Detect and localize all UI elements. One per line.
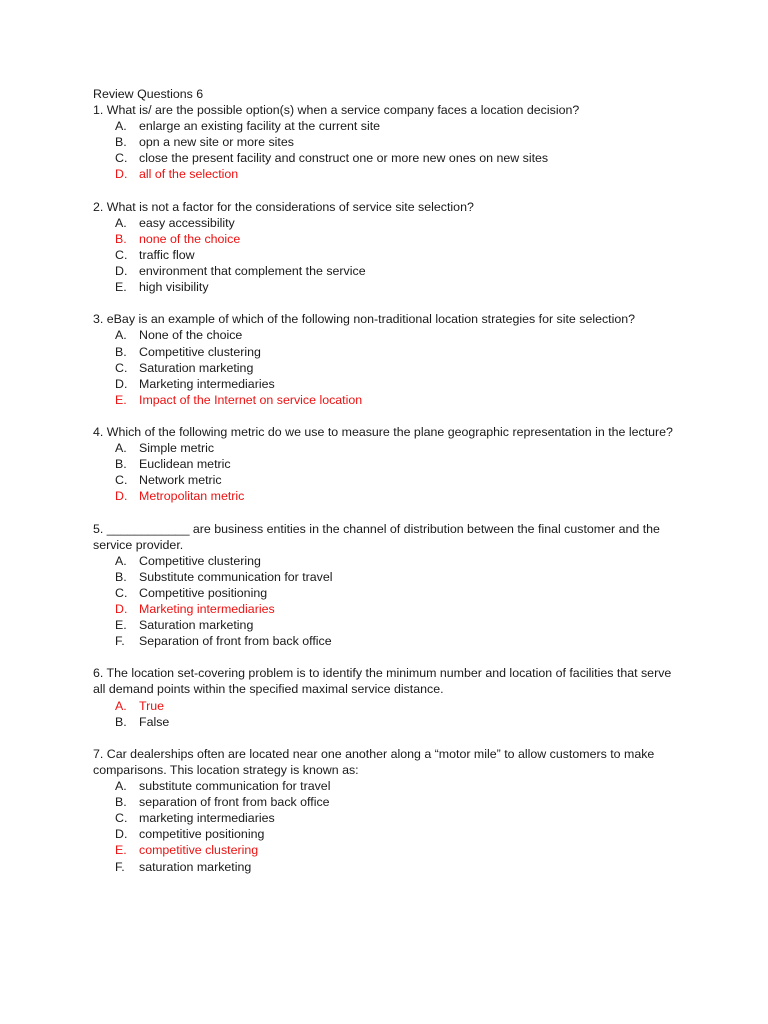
answer-option (93, 360, 673, 376)
option-text: Substitute communication for travel (139, 569, 333, 584)
option-text: saturation marketing (139, 859, 252, 874)
question-text: 2. What is not a factor for the considerations of service site selection? (93, 199, 474, 214)
option-letter: F. (115, 859, 125, 874)
option-letter: A. (115, 215, 127, 230)
option-letter: B. (115, 135, 127, 150)
answer-option (93, 279, 673, 295)
option-text: Competitive clustering (139, 553, 261, 568)
answer-option-correct (93, 601, 673, 617)
option-list (93, 698, 673, 730)
option-letter: D. (115, 264, 128, 279)
document-page (93, 86, 673, 875)
option-list (93, 118, 673, 182)
answer-option-correct (93, 842, 673, 858)
answer-option (93, 247, 673, 263)
question-text: 1. What is/ are the possible option(s) when a service company faces a location decision? (93, 103, 580, 118)
answer-option (93, 118, 673, 134)
option-letter: E. (115, 843, 127, 858)
answer-option (93, 859, 673, 875)
option-list (93, 327, 673, 407)
option-letter: B. (115, 457, 127, 472)
answer-option (93, 472, 673, 488)
option-list (93, 553, 673, 650)
option-letter: C. (115, 360, 128, 375)
answer-option (93, 826, 673, 842)
option-text: Saturation marketing (139, 360, 254, 375)
answer-option (93, 810, 673, 826)
answer-option-correct (93, 488, 673, 504)
option-text: Simple metric (139, 441, 215, 456)
question-block (93, 521, 673, 650)
answer-option-correct (93, 166, 673, 182)
option-text: Impact of the Internet on service location (139, 392, 363, 407)
answer-option (93, 327, 673, 343)
option-letter: B. (115, 231, 127, 246)
option-letter: B. (115, 795, 127, 810)
answer-option (93, 456, 673, 472)
question-text: 7. Car dealerships often are located near one another along a “motor mile” to allow customers to make comparisons. This location strategy is known as: (93, 746, 658, 777)
option-letter: E. (115, 618, 127, 633)
option-letter: B. (115, 569, 127, 584)
answer-option (93, 714, 673, 730)
option-list (93, 440, 673, 504)
option-text: Marketing intermediaries (139, 376, 275, 391)
option-text: none of the choice (139, 231, 241, 246)
option-letter: D. (115, 489, 128, 504)
answer-option (93, 215, 673, 231)
question-list (93, 102, 673, 875)
question-text: 6. The location set-covering problem is to identify the minimum number and location of facilities that serve all demand points within the specified maximal service distance. (93, 666, 675, 697)
option-letter: A. (115, 328, 127, 343)
answer-option (93, 344, 673, 360)
option-text: enlarge an existing facility at the current site (139, 119, 381, 134)
option-letter: A. (115, 441, 127, 456)
document-title: Review Questions 6 (93, 87, 204, 101)
option-list (93, 215, 673, 295)
option-text: competitive positioning (139, 827, 265, 842)
option-text: True (139, 698, 165, 713)
option-text: opn a new site or more sites (139, 135, 294, 150)
answer-option (93, 633, 673, 649)
option-text: Competitive clustering (139, 344, 261, 359)
option-text: Metropolitan metric (139, 489, 245, 504)
question-block (93, 665, 673, 729)
answer-option (93, 553, 673, 569)
answer-option-correct (93, 392, 673, 408)
question-text: 5. ____________ are business entities in the channel of distribution between the final customer and the service provider. (93, 521, 664, 552)
option-text: traffic flow (139, 247, 195, 262)
option-letter: A. (115, 698, 127, 713)
option-text: substitute communication for travel (139, 779, 331, 794)
option-text: high visibility (139, 280, 209, 295)
option-text: False (139, 714, 170, 729)
option-text: environment that complement the service (139, 264, 366, 279)
option-text: Euclidean metric (139, 457, 231, 472)
question-block (93, 746, 673, 875)
answer-option (93, 778, 673, 794)
question-text: 3. eBay is an example of which of the following non-traditional location strategies for site selection? (93, 312, 636, 327)
option-text: Saturation marketing (139, 618, 254, 633)
question-block (93, 199, 673, 296)
option-letter: E. (115, 280, 127, 295)
option-letter: E. (115, 392, 127, 407)
option-text: None of the choice (139, 328, 243, 343)
option-text: easy accessibility (139, 215, 235, 230)
option-letter: C. (115, 247, 128, 262)
option-text: close the present facility and construct one or more new ones on new sites (139, 151, 549, 166)
option-text: separation of front from back office (139, 795, 330, 810)
option-letter: D. (115, 376, 128, 391)
option-letter: D. (115, 602, 128, 616)
option-text: competitive clustering (139, 843, 259, 858)
question-block (93, 102, 673, 182)
option-text: marketing intermediaries (139, 811, 275, 826)
option-text: Marketing intermediaries (139, 602, 275, 616)
question-text: 4. Which of the following metric do we use to measure the plane geographic representation in the lecture? (93, 424, 673, 439)
question-block (93, 311, 673, 408)
option-letter: C. (115, 151, 128, 166)
option-letter: F. (115, 634, 125, 649)
answer-option (93, 617, 673, 633)
answer-option (93, 263, 673, 279)
option-list (93, 778, 673, 875)
answer-option (93, 440, 673, 456)
option-letter: A. (115, 779, 127, 794)
answer-option (93, 569, 673, 585)
option-text: all of the selection (139, 167, 239, 182)
option-letter: C. (115, 473, 128, 488)
answer-option (93, 134, 673, 150)
answer-option (93, 376, 673, 392)
option-letter: D. (115, 827, 128, 842)
option-text: Separation of front from back office (139, 634, 332, 649)
option-letter: D. (115, 167, 128, 182)
option-text: Network metric (139, 473, 222, 488)
option-text: Competitive positioning (139, 585, 268, 600)
option-letter: A. (115, 553, 127, 568)
answer-option (93, 585, 673, 601)
answer-option-correct (93, 231, 673, 247)
option-letter: A. (115, 119, 127, 134)
option-letter: B. (115, 344, 127, 359)
answer-option (93, 150, 673, 166)
option-letter: C. (115, 811, 128, 826)
answer-option (93, 794, 673, 810)
answer-option-correct (93, 698, 673, 714)
option-letter: B. (115, 714, 127, 729)
question-block (93, 424, 673, 504)
option-letter: C. (115, 585, 128, 600)
